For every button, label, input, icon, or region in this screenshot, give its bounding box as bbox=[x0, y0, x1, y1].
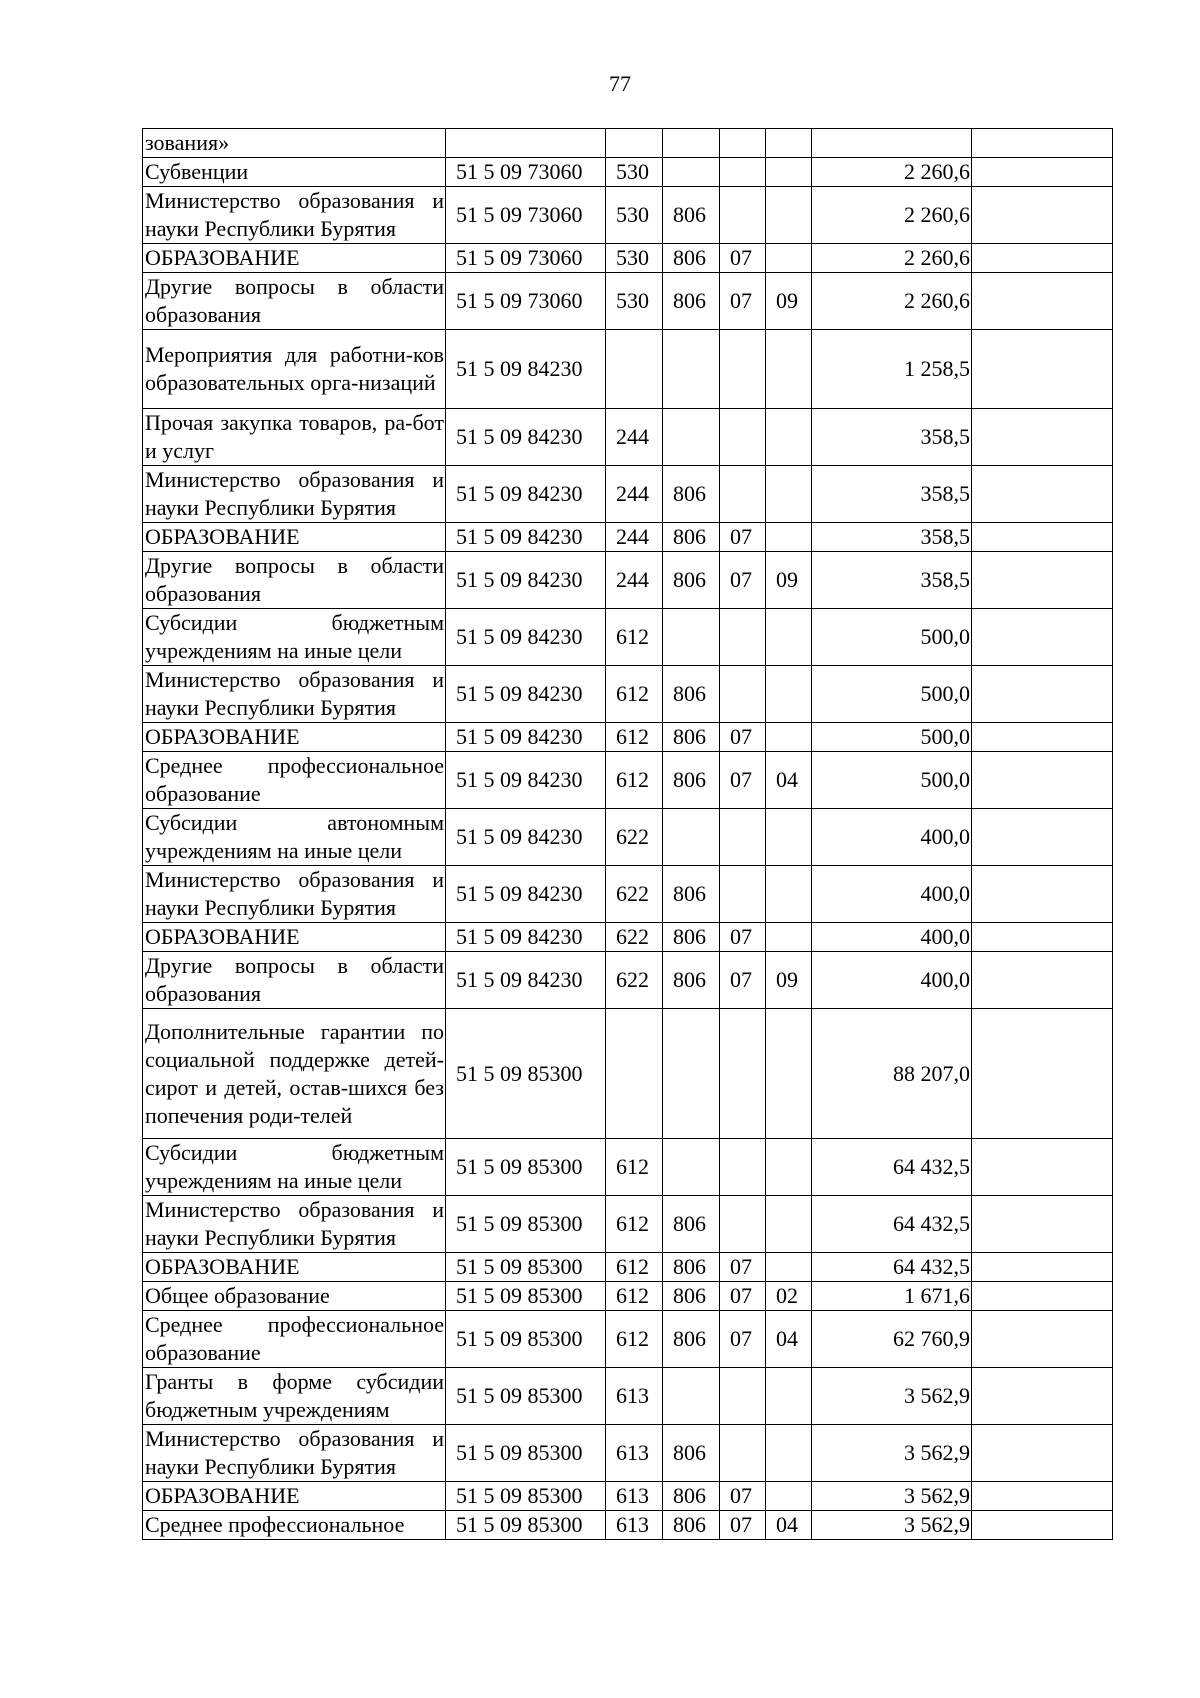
section-code-cell bbox=[720, 1139, 766, 1196]
target-code-cell: 51 5 09 85300 bbox=[446, 1311, 606, 1368]
section-code-cell bbox=[720, 609, 766, 666]
target-code-cell: 51 5 09 84230 bbox=[446, 809, 606, 866]
section-code-cell: 07 bbox=[720, 1511, 766, 1540]
subsection-code-cell bbox=[766, 1139, 812, 1196]
subsection-code-cell bbox=[766, 609, 812, 666]
ministry-code-cell: 806 bbox=[663, 552, 720, 609]
ministry-code-cell: 806 bbox=[663, 752, 720, 809]
expense-type-code-cell: 530 bbox=[606, 187, 663, 244]
target-code-cell: 51 5 09 85300 bbox=[446, 1425, 606, 1482]
amount-cell: 500,0 bbox=[812, 666, 972, 723]
expense-type-code-cell: 612 bbox=[606, 1282, 663, 1311]
amount-cell: 88 207,0 bbox=[812, 1009, 972, 1139]
item-name-cell: Среднее профессиональное образование bbox=[143, 752, 446, 809]
subsection-code-cell bbox=[766, 1253, 812, 1282]
item-name-cell: Прочая закупка товаров, ра-бот и услуг bbox=[143, 409, 446, 466]
subsection-code-cell: 09 bbox=[766, 552, 812, 609]
section-code-cell bbox=[720, 466, 766, 523]
target-code-cell: 51 5 09 84230 bbox=[446, 609, 606, 666]
ministry-code-cell bbox=[663, 1139, 720, 1196]
item-name-cell: Дополнительные гарантии по социальной поддержке детей-сирот и детей, остав-шихся без попечения роди-телей bbox=[143, 1009, 446, 1139]
expense-type-code-cell: 622 bbox=[606, 923, 663, 952]
expense-type-code-cell: 612 bbox=[606, 1311, 663, 1368]
subsection-code-cell bbox=[766, 158, 812, 187]
target-code-cell: 51 5 09 73060 bbox=[446, 158, 606, 187]
ministry-code-cell: 806 bbox=[663, 1282, 720, 1311]
empty-cell-cell bbox=[972, 187, 1113, 244]
table-row bbox=[143, 466, 1113, 523]
table-row bbox=[143, 1368, 1113, 1425]
amount-cell: 358,5 bbox=[812, 466, 972, 523]
page-number: 77 bbox=[609, 71, 631, 96]
amount-cell: 2 260,6 bbox=[812, 244, 972, 273]
subsection-code-cell bbox=[766, 723, 812, 752]
amount-cell: 358,5 bbox=[812, 409, 972, 466]
ministry-code-cell bbox=[663, 129, 720, 158]
target-code-cell: 51 5 09 73060 bbox=[446, 244, 606, 273]
item-name-cell: Субсидии бюджетным учреждениям на иные цели bbox=[143, 1139, 446, 1196]
ministry-code-cell: 806 bbox=[663, 866, 720, 923]
item-name-cell: Общее образование bbox=[143, 1282, 446, 1311]
expense-type-code-cell: 244 bbox=[606, 552, 663, 609]
table-row bbox=[143, 244, 1113, 273]
table-row bbox=[143, 158, 1113, 187]
target-code-cell: 51 5 09 84230 bbox=[446, 523, 606, 552]
item-name-cell: Министерство образования и науки Республики Бурятия bbox=[143, 1196, 446, 1253]
ministry-code-cell: 806 bbox=[663, 923, 720, 952]
subsection-code-cell: 09 bbox=[766, 952, 812, 1009]
table-row bbox=[143, 1482, 1113, 1511]
section-code-cell bbox=[720, 158, 766, 187]
budget-table bbox=[142, 128, 1113, 1540]
target-code-cell: 51 5 09 85300 bbox=[446, 1282, 606, 1311]
expense-type-code-cell: 622 bbox=[606, 809, 663, 866]
expense-type-code-cell: 622 bbox=[606, 866, 663, 923]
target-code-cell: 51 5 09 85300 bbox=[446, 1139, 606, 1196]
empty-cell-cell bbox=[972, 523, 1113, 552]
subsection-code-cell bbox=[766, 923, 812, 952]
target-code-cell bbox=[446, 129, 606, 158]
ministry-code-cell: 806 bbox=[663, 1311, 720, 1368]
section-code-cell bbox=[720, 1425, 766, 1482]
item-name-cell: Гранты в форме субсидии бюджетным учреждениям bbox=[143, 1368, 446, 1425]
empty-cell-cell bbox=[972, 1425, 1113, 1482]
target-code-cell: 51 5 09 84230 bbox=[446, 866, 606, 923]
section-code-cell: 07 bbox=[720, 952, 766, 1009]
empty-cell-cell bbox=[972, 752, 1113, 809]
item-name-cell: ОБРАЗОВАНИЕ bbox=[143, 1482, 446, 1511]
table-row bbox=[143, 866, 1113, 923]
item-name-cell: Министерство образования и науки Республики Бурятия bbox=[143, 466, 446, 523]
target-code-cell: 51 5 09 85300 bbox=[446, 1511, 606, 1540]
amount-cell: 1 671,6 bbox=[812, 1282, 972, 1311]
expense-type-code-cell: 613 bbox=[606, 1368, 663, 1425]
table-row bbox=[143, 330, 1113, 409]
table-row bbox=[143, 809, 1113, 866]
target-code-cell: 51 5 09 85300 bbox=[446, 1482, 606, 1511]
empty-cell-cell bbox=[972, 609, 1113, 666]
expense-type-code-cell: 612 bbox=[606, 1196, 663, 1253]
expense-type-code-cell: 612 bbox=[606, 723, 663, 752]
ministry-code-cell: 806 bbox=[663, 244, 720, 273]
subsection-code-cell bbox=[766, 1368, 812, 1425]
section-code-cell bbox=[720, 866, 766, 923]
amount-cell: 2 260,6 bbox=[812, 158, 972, 187]
empty-cell-cell bbox=[972, 809, 1113, 866]
table-row bbox=[143, 723, 1113, 752]
item-name-cell: Министерство образования и науки Республики Бурятия bbox=[143, 666, 446, 723]
item-name-cell: ОБРАЗОВАНИЕ bbox=[143, 723, 446, 752]
section-code-cell: 07 bbox=[720, 1482, 766, 1511]
table-row bbox=[143, 187, 1113, 244]
ministry-code-cell: 806 bbox=[663, 1511, 720, 1540]
item-name-cell: Другие вопросы в области образования bbox=[143, 952, 446, 1009]
ministry-code-cell bbox=[663, 1368, 720, 1425]
item-name-cell: ОБРАЗОВАНИЕ bbox=[143, 923, 446, 952]
table-row bbox=[143, 1425, 1113, 1482]
item-name-cell: Другие вопросы в области образования bbox=[143, 552, 446, 609]
table-body bbox=[143, 129, 1113, 1540]
section-code-cell bbox=[720, 330, 766, 409]
empty-cell-cell bbox=[972, 409, 1113, 466]
section-code-cell bbox=[720, 1196, 766, 1253]
section-code-cell: 07 bbox=[720, 244, 766, 273]
item-name-cell: ОБРАЗОВАНИЕ bbox=[143, 244, 446, 273]
amount-cell: 3 562,9 bbox=[812, 1368, 972, 1425]
subsection-code-cell: 04 bbox=[766, 752, 812, 809]
empty-cell-cell bbox=[972, 552, 1113, 609]
section-code-cell bbox=[720, 666, 766, 723]
section-code-cell: 07 bbox=[720, 523, 766, 552]
section-code-cell bbox=[720, 187, 766, 244]
section-code-cell bbox=[720, 809, 766, 866]
amount-cell: 3 562,9 bbox=[812, 1482, 972, 1511]
empty-cell-cell bbox=[972, 158, 1113, 187]
ministry-code-cell bbox=[663, 409, 720, 466]
ministry-code-cell: 806 bbox=[663, 1196, 720, 1253]
empty-cell-cell bbox=[972, 1009, 1113, 1139]
expense-type-code-cell bbox=[606, 129, 663, 158]
table-row bbox=[143, 1282, 1113, 1311]
amount-cell: 358,5 bbox=[812, 523, 972, 552]
empty-cell-cell bbox=[972, 866, 1113, 923]
subsection-code-cell bbox=[766, 866, 812, 923]
amount-cell: 64 432,5 bbox=[812, 1196, 972, 1253]
expense-type-code-cell: 530 bbox=[606, 158, 663, 187]
target-code-cell: 51 5 09 73060 bbox=[446, 273, 606, 330]
expense-type-code-cell: 612 bbox=[606, 752, 663, 809]
empty-cell-cell bbox=[972, 330, 1113, 409]
ministry-code-cell: 806 bbox=[663, 466, 720, 523]
item-name-cell: Министерство образования и науки Республики Бурятия bbox=[143, 866, 446, 923]
amount-cell: 400,0 bbox=[812, 952, 972, 1009]
amount-cell: 62 760,9 bbox=[812, 1311, 972, 1368]
subsection-code-cell bbox=[766, 1482, 812, 1511]
expense-type-code-cell: 244 bbox=[606, 523, 663, 552]
ministry-code-cell bbox=[663, 330, 720, 409]
expense-type-code-cell: 612 bbox=[606, 1139, 663, 1196]
item-name-cell: ОБРАЗОВАНИЕ bbox=[143, 523, 446, 552]
amount-cell: 3 562,9 bbox=[812, 1425, 972, 1482]
expense-type-code-cell: 612 bbox=[606, 609, 663, 666]
expense-type-code-cell: 244 bbox=[606, 466, 663, 523]
table-row bbox=[143, 1311, 1113, 1368]
amount-cell: 64 432,5 bbox=[812, 1139, 972, 1196]
section-code-cell: 07 bbox=[720, 1282, 766, 1311]
table-row bbox=[143, 1139, 1113, 1196]
empty-cell-cell bbox=[972, 1482, 1113, 1511]
target-code-cell: 51 5 09 84230 bbox=[446, 552, 606, 609]
section-code-cell bbox=[720, 1009, 766, 1139]
amount-cell: 400,0 bbox=[812, 809, 972, 866]
item-name-cell: Министерство образования и науки Республики Бурятия bbox=[143, 1425, 446, 1482]
target-code-cell: 51 5 09 84230 bbox=[446, 923, 606, 952]
subsection-code-cell bbox=[766, 244, 812, 273]
target-code-cell: 51 5 09 84230 bbox=[446, 952, 606, 1009]
ministry-code-cell: 806 bbox=[663, 666, 720, 723]
ministry-code-cell bbox=[663, 809, 720, 866]
empty-cell-cell bbox=[972, 466, 1113, 523]
table-row bbox=[143, 609, 1113, 666]
empty-cell-cell bbox=[972, 1368, 1113, 1425]
item-name-cell: зования» bbox=[143, 129, 446, 158]
ministry-code-cell bbox=[663, 1009, 720, 1139]
item-name-cell: Мероприятия для работни-ков образовательных орга-низаций bbox=[143, 330, 446, 409]
section-code-cell: 07 bbox=[720, 723, 766, 752]
target-code-cell: 51 5 09 84230 bbox=[446, 409, 606, 466]
ministry-code-cell: 806 bbox=[663, 523, 720, 552]
ministry-code-cell: 806 bbox=[663, 952, 720, 1009]
expense-type-code-cell bbox=[606, 1009, 663, 1139]
empty-cell-cell bbox=[972, 273, 1113, 330]
subsection-code-cell: 04 bbox=[766, 1511, 812, 1540]
amount-cell: 1 258,5 bbox=[812, 330, 972, 409]
expense-type-code-cell: 613 bbox=[606, 1511, 663, 1540]
section-code-cell bbox=[720, 129, 766, 158]
table-row bbox=[143, 273, 1113, 330]
section-code-cell bbox=[720, 1368, 766, 1425]
table-row bbox=[143, 1009, 1113, 1139]
empty-cell-cell bbox=[972, 1511, 1113, 1540]
empty-cell-cell bbox=[972, 1311, 1113, 1368]
expense-type-code-cell: 613 bbox=[606, 1482, 663, 1511]
section-code-cell: 07 bbox=[720, 1253, 766, 1282]
table-row bbox=[143, 1253, 1113, 1282]
amount-cell: 400,0 bbox=[812, 866, 972, 923]
table-row bbox=[143, 752, 1113, 809]
target-code-cell: 51 5 09 85300 bbox=[446, 1009, 606, 1139]
amount-cell: 3 562,9 bbox=[812, 1511, 972, 1540]
empty-cell-cell bbox=[972, 723, 1113, 752]
target-code-cell: 51 5 09 84230 bbox=[446, 666, 606, 723]
section-code-cell: 07 bbox=[720, 552, 766, 609]
target-code-cell: 51 5 09 73060 bbox=[446, 187, 606, 244]
table-row bbox=[143, 523, 1113, 552]
expense-type-code-cell: 244 bbox=[606, 409, 663, 466]
subsection-code-cell: 09 bbox=[766, 273, 812, 330]
item-name-cell: Министерство образования и науки Республики Бурятия bbox=[143, 187, 446, 244]
amount-cell: 400,0 bbox=[812, 923, 972, 952]
item-name-cell: Среднее профессиональное образование bbox=[143, 1311, 446, 1368]
empty-cell-cell bbox=[972, 1282, 1113, 1311]
target-code-cell: 51 5 09 85300 bbox=[446, 1253, 606, 1282]
target-code-cell: 51 5 09 84230 bbox=[446, 466, 606, 523]
item-name-cell: Субвенции bbox=[143, 158, 446, 187]
ministry-code-cell: 806 bbox=[663, 273, 720, 330]
table-row bbox=[143, 552, 1113, 609]
amount-cell: 2 260,6 bbox=[812, 273, 972, 330]
empty-cell-cell bbox=[972, 923, 1113, 952]
expense-type-code-cell: 612 bbox=[606, 1253, 663, 1282]
subsection-code-cell bbox=[766, 666, 812, 723]
ministry-code-cell: 806 bbox=[663, 187, 720, 244]
subsection-code-cell bbox=[766, 1425, 812, 1482]
item-name-cell: ОБРАЗОВАНИЕ bbox=[143, 1253, 446, 1282]
amount-cell: 500,0 bbox=[812, 752, 972, 809]
table-row bbox=[143, 1196, 1113, 1253]
expense-type-code-cell: 622 bbox=[606, 952, 663, 1009]
table-row bbox=[143, 952, 1113, 1009]
subsection-code-cell bbox=[766, 409, 812, 466]
section-code-cell: 07 bbox=[720, 923, 766, 952]
subsection-code-cell bbox=[766, 523, 812, 552]
target-code-cell: 51 5 09 85300 bbox=[446, 1196, 606, 1253]
subsection-code-cell bbox=[766, 466, 812, 523]
ministry-code-cell: 806 bbox=[663, 1482, 720, 1511]
empty-cell-cell bbox=[972, 1139, 1113, 1196]
amount-cell: 64 432,5 bbox=[812, 1253, 972, 1282]
amount-cell: 500,0 bbox=[812, 609, 972, 666]
ministry-code-cell: 806 bbox=[663, 1425, 720, 1482]
item-name-cell: Субсидии автономным учреждениям на иные цели bbox=[143, 809, 446, 866]
subsection-code-cell bbox=[766, 1009, 812, 1139]
empty-cell-cell bbox=[972, 244, 1113, 273]
section-code-cell: 07 bbox=[720, 273, 766, 330]
amount-cell: 500,0 bbox=[812, 723, 972, 752]
ministry-code-cell bbox=[663, 158, 720, 187]
subsection-code-cell bbox=[766, 187, 812, 244]
item-name-cell: Другие вопросы в области образования bbox=[143, 273, 446, 330]
empty-cell-cell bbox=[972, 129, 1113, 158]
empty-cell-cell bbox=[972, 1196, 1113, 1253]
amount-cell bbox=[812, 129, 972, 158]
subsection-code-cell bbox=[766, 129, 812, 158]
subsection-code-cell: 02 bbox=[766, 1282, 812, 1311]
item-name-cell: Среднее профессиональное bbox=[143, 1511, 446, 1540]
ministry-code-cell bbox=[663, 609, 720, 666]
empty-cell-cell bbox=[972, 1253, 1113, 1282]
amount-cell: 2 260,6 bbox=[812, 187, 972, 244]
table-row bbox=[143, 1511, 1113, 1540]
table-row bbox=[143, 666, 1113, 723]
expense-type-code-cell: 613 bbox=[606, 1425, 663, 1482]
subsection-code-cell bbox=[766, 330, 812, 409]
section-code-cell: 07 bbox=[720, 1311, 766, 1368]
table-row bbox=[143, 409, 1113, 466]
ministry-code-cell: 806 bbox=[663, 723, 720, 752]
empty-cell-cell bbox=[972, 952, 1113, 1009]
subsection-code-cell: 04 bbox=[766, 1311, 812, 1368]
table-row bbox=[143, 129, 1113, 158]
ministry-code-cell: 806 bbox=[663, 1253, 720, 1282]
amount-cell: 358,5 bbox=[812, 552, 972, 609]
item-name-cell: Субсидии бюджетным учреждениям на иные цели bbox=[143, 609, 446, 666]
target-code-cell: 51 5 09 84230 bbox=[446, 723, 606, 752]
target-code-cell: 51 5 09 84230 bbox=[446, 752, 606, 809]
expense-type-code-cell: 612 bbox=[606, 666, 663, 723]
target-code-cell: 51 5 09 84230 bbox=[446, 330, 606, 409]
expense-type-code-cell bbox=[606, 330, 663, 409]
expense-type-code-cell: 530 bbox=[606, 244, 663, 273]
section-code-cell: 07 bbox=[720, 752, 766, 809]
subsection-code-cell bbox=[766, 809, 812, 866]
target-code-cell: 51 5 09 85300 bbox=[446, 1368, 606, 1425]
empty-cell-cell bbox=[972, 666, 1113, 723]
subsection-code-cell bbox=[766, 1196, 812, 1253]
table-row bbox=[143, 923, 1113, 952]
section-code-cell bbox=[720, 409, 766, 466]
expense-type-code-cell: 530 bbox=[606, 273, 663, 330]
